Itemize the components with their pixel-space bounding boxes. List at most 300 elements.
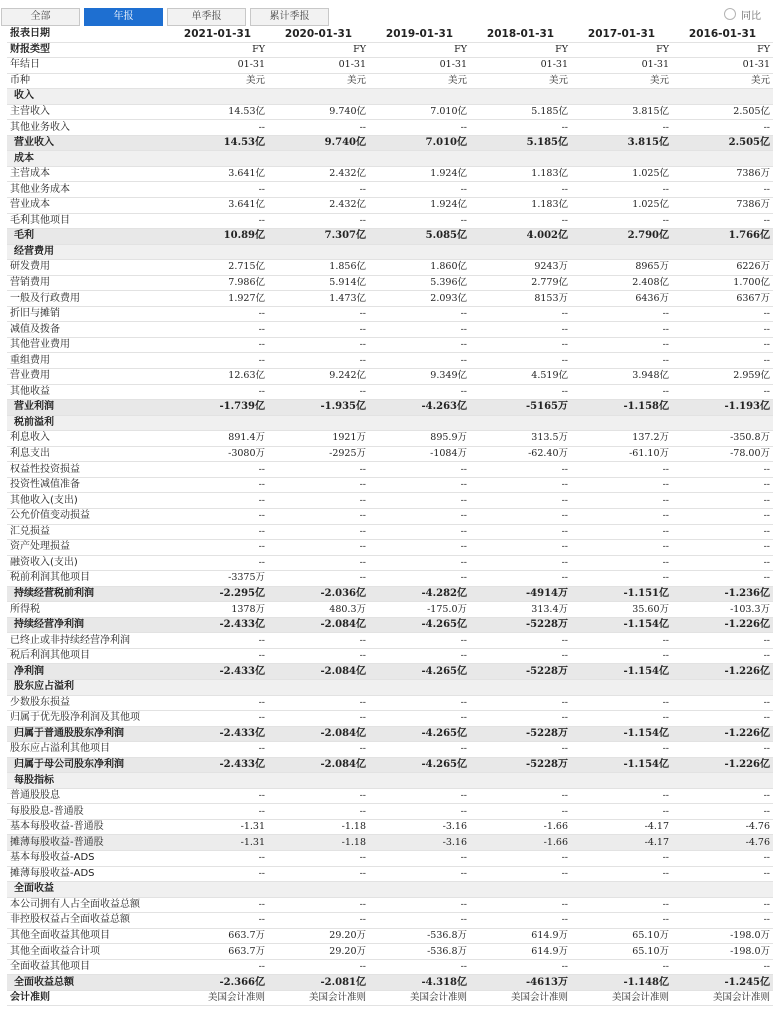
table-cell: -- <box>672 571 773 587</box>
table-cell: 美国会计准则 <box>268 990 369 1006</box>
table-cell <box>369 244 470 260</box>
table-cell <box>571 244 672 260</box>
row-label: 基本每股收益-ADS <box>7 850 167 866</box>
table-cell: -- <box>268 648 369 664</box>
table-cell: -4.265亿 <box>369 726 470 742</box>
table-cell: -- <box>369 711 470 727</box>
table-cell <box>369 882 470 898</box>
table-cell: 美国会计准则 <box>672 990 773 1006</box>
table-cell: -2.084亿 <box>268 757 369 773</box>
table-row <box>7 291 773 307</box>
table-cell: -4613万 <box>470 975 571 991</box>
row-label: 股东应占溢利其他项目 <box>7 742 167 758</box>
table-cell: 3.641亿 <box>167 166 268 182</box>
table-cell: -- <box>167 897 268 913</box>
table-cell: -- <box>571 462 672 478</box>
table-cell: -- <box>470 711 571 727</box>
table-cell: -- <box>571 695 672 711</box>
table-cell: -1.66 <box>470 835 571 851</box>
table-body <box>7 42 773 1006</box>
table-cell: -- <box>470 120 571 136</box>
table-cell: 美国会计准则 <box>571 990 672 1006</box>
table-cell: 美元 <box>571 73 672 89</box>
table-cell: 12.63亿 <box>167 369 268 385</box>
report-period-tabs <box>1 8 333 25</box>
table-row <box>7 508 773 524</box>
table-cell <box>470 679 571 695</box>
table-cell: -61.10万 <box>571 446 672 462</box>
table-row <box>7 213 773 229</box>
table-cell: -5228万 <box>470 664 571 680</box>
table-cell: 美元 <box>167 73 268 89</box>
table-cell: -- <box>167 866 268 882</box>
table-cell: 895.9万 <box>369 431 470 447</box>
table-cell: 5.914亿 <box>268 275 369 291</box>
table-cell: -- <box>268 182 369 198</box>
table-cell: -- <box>571 959 672 975</box>
table-cell: -- <box>571 804 672 820</box>
table-cell: 2.715亿 <box>167 260 268 276</box>
table-cell: -4.265亿 <box>369 617 470 633</box>
table-cell: -- <box>369 555 470 571</box>
row-label: 非控股权益占全面收益总额 <box>7 913 167 929</box>
table-row <box>7 58 773 74</box>
table-cell: -- <box>571 337 672 353</box>
row-label: 持续经营税前利润 <box>7 586 167 602</box>
table-cell: -4.282亿 <box>369 586 470 602</box>
table-row <box>7 369 773 385</box>
table-cell <box>571 882 672 898</box>
table-cell: -2.084亿 <box>268 617 369 633</box>
table-cell <box>571 89 672 105</box>
table-cell: 29.20万 <box>268 928 369 944</box>
section-row <box>7 151 773 167</box>
table-row <box>7 337 773 353</box>
table-cell: -- <box>167 462 268 478</box>
table-cell <box>268 89 369 105</box>
row-label: 全面收益总额 <box>7 975 167 991</box>
table-cell: 2.408亿 <box>571 275 672 291</box>
section-row <box>7 415 773 431</box>
table-cell <box>369 415 470 431</box>
table-cell: -- <box>672 213 773 229</box>
table-cell: -- <box>167 213 268 229</box>
row-label: 币种 <box>7 73 167 89</box>
row-label: 少数股东损益 <box>7 695 167 711</box>
table-row <box>7 648 773 664</box>
table-cell: -2.433亿 <box>167 617 268 633</box>
table-cell: 3.815亿 <box>571 135 672 151</box>
table-cell: 663.7万 <box>167 944 268 960</box>
table-cell: -- <box>369 524 470 540</box>
table-cell: 1.766亿 <box>672 229 773 245</box>
table-cell: -- <box>571 571 672 587</box>
table-cell: -- <box>672 897 773 913</box>
table-cell <box>167 244 268 260</box>
column-header: 2018-01-31 <box>470 27 571 42</box>
table-row <box>7 524 773 540</box>
yoy-toggle[interactable] <box>724 6 761 22</box>
table-row <box>7 120 773 136</box>
table-cell: -1.245亿 <box>672 975 773 991</box>
table-cell: -- <box>268 788 369 804</box>
row-label: 主营成本 <box>7 166 167 182</box>
table-cell: 7386万 <box>672 198 773 214</box>
table-cell: 01-31 <box>167 58 268 74</box>
table-cell <box>470 882 571 898</box>
table-cell: -- <box>672 788 773 804</box>
table-cell: -- <box>167 306 268 322</box>
table-cell: 9.242亿 <box>268 369 369 385</box>
table-cell: -5228万 <box>470 617 571 633</box>
table-cell: 1.025亿 <box>571 166 672 182</box>
row-label: 摊薄每股收益-普通股 <box>7 835 167 851</box>
row-label: 折旧与摊销 <box>7 306 167 322</box>
table-row <box>7 104 773 120</box>
table-row <box>7 462 773 478</box>
table-cell: -- <box>470 353 571 369</box>
table-row <box>7 990 773 1006</box>
table-cell: -3080万 <box>167 446 268 462</box>
table-cell <box>470 415 571 431</box>
table-row <box>7 959 773 975</box>
table-cell: -- <box>268 959 369 975</box>
table-cell: -- <box>571 306 672 322</box>
table-cell: -1.154亿 <box>571 617 672 633</box>
table-cell: -- <box>571 633 672 649</box>
table-row <box>7 804 773 820</box>
table-cell: -- <box>167 384 268 400</box>
row-label: 普通股股息 <box>7 788 167 804</box>
table-cell <box>672 415 773 431</box>
column-header: 2019-01-31 <box>369 27 470 42</box>
row-label: 每股股息-普通股 <box>7 804 167 820</box>
table-cell: 4.002亿 <box>470 229 571 245</box>
table-cell: -- <box>672 508 773 524</box>
table-cell: 2.779亿 <box>470 275 571 291</box>
table-cell: -- <box>268 897 369 913</box>
row-label: 投资性减值准备 <box>7 477 167 493</box>
table-cell: 614.9万 <box>470 944 571 960</box>
table-cell: -- <box>672 648 773 664</box>
row-label: 收入 <box>7 89 167 105</box>
table-row <box>7 384 773 400</box>
table-cell: 891.4万 <box>167 431 268 447</box>
total-row <box>7 664 773 680</box>
income-statement-table <box>7 27 773 1006</box>
table-cell: -- <box>369 306 470 322</box>
table-cell: 美国会计准则 <box>369 990 470 1006</box>
row-label: 汇兑损益 <box>7 524 167 540</box>
table-cell: 美国会计准则 <box>167 990 268 1006</box>
table-cell: -1.18 <box>268 835 369 851</box>
table-cell: 7.986亿 <box>167 275 268 291</box>
table-cell <box>672 882 773 898</box>
table-cell: -- <box>571 897 672 913</box>
table-cell: 313.4万 <box>470 602 571 618</box>
row-label: 已终止或非持续经营净利润 <box>7 633 167 649</box>
table-row <box>7 431 773 447</box>
row-label: 毛利其他项目 <box>7 213 167 229</box>
table-cell: -- <box>470 322 571 338</box>
yoy-radio[interactable] <box>724 8 736 20</box>
table-cell <box>369 773 470 789</box>
table-cell: -- <box>672 337 773 353</box>
table-cell: -1.226亿 <box>672 757 773 773</box>
table-cell: 614.9万 <box>470 928 571 944</box>
table-cell: -1.66 <box>470 819 571 835</box>
table-cell: -78.00万 <box>672 446 773 462</box>
table-cell: -- <box>672 850 773 866</box>
row-label: 摊薄每股收益-ADS <box>7 866 167 882</box>
row-label: 其他收益 <box>7 384 167 400</box>
table-cell: -- <box>369 540 470 556</box>
table-cell: -- <box>167 120 268 136</box>
table-row <box>7 835 773 851</box>
table-cell: -5228万 <box>470 757 571 773</box>
table-cell: -- <box>369 897 470 913</box>
table-cell: -4.17 <box>571 835 672 851</box>
table-row <box>7 788 773 804</box>
table-cell: 4.519亿 <box>470 369 571 385</box>
table-cell: -- <box>470 742 571 758</box>
table-cell <box>268 882 369 898</box>
table-cell: 1.183亿 <box>470 198 571 214</box>
table-cell: -- <box>369 913 470 929</box>
table-row <box>7 322 773 338</box>
table-cell: 美国会计准则 <box>470 990 571 1006</box>
table-cell: 1.924亿 <box>369 198 470 214</box>
table-cell: 2.432亿 <box>268 166 369 182</box>
table-cell: 7.010亿 <box>369 135 470 151</box>
table-cell: -- <box>470 633 571 649</box>
tab-cumulative-quarter[interactable]: 累计季报 <box>250 8 329 26</box>
section-row <box>7 679 773 695</box>
table-cell: -- <box>268 508 369 524</box>
table-row <box>7 897 773 913</box>
table-cell: 2.790亿 <box>571 229 672 245</box>
row-label: 税前溢利 <box>7 415 167 431</box>
table-row <box>7 944 773 960</box>
table-cell: -- <box>672 866 773 882</box>
table-cell: -3375万 <box>167 571 268 587</box>
tab-single-quarter[interactable]: 单季报 <box>167 8 246 26</box>
table-cell: -- <box>571 913 672 929</box>
section-row <box>7 773 773 789</box>
table-cell <box>470 89 571 105</box>
table-cell: 29.20万 <box>268 944 369 960</box>
table-cell: 美元 <box>672 73 773 89</box>
table-cell: -- <box>369 804 470 820</box>
table-cell: -- <box>571 648 672 664</box>
table-cell: -- <box>369 695 470 711</box>
table-cell: -- <box>672 306 773 322</box>
table-cell: 8153万 <box>470 291 571 307</box>
row-label: 营业费用 <box>7 369 167 385</box>
table-row <box>7 260 773 276</box>
table-cell: -4.76 <box>672 819 773 835</box>
table-cell: -- <box>268 711 369 727</box>
table-cell: -- <box>167 322 268 338</box>
table-cell: 8965万 <box>571 260 672 276</box>
table-cell: -- <box>571 555 672 571</box>
table-cell: -- <box>268 493 369 509</box>
table-cell: -- <box>571 213 672 229</box>
row-label: 融资收入(支出) <box>7 555 167 571</box>
table-cell: 6436万 <box>571 291 672 307</box>
table-cell: -- <box>672 913 773 929</box>
table-cell: -3.16 <box>369 835 470 851</box>
table-cell <box>571 679 672 695</box>
table-row <box>7 695 773 711</box>
table-cell: -- <box>369 213 470 229</box>
table-cell: -- <box>268 742 369 758</box>
table-cell: -- <box>571 524 672 540</box>
table-row <box>7 913 773 929</box>
table-row <box>7 711 773 727</box>
table-cell: -- <box>672 695 773 711</box>
table-cell: -- <box>268 695 369 711</box>
tab-all[interactable]: 全部 <box>1 8 80 26</box>
row-label: 营业利润 <box>7 400 167 416</box>
table-cell: -- <box>369 384 470 400</box>
table-cell: 65.10万 <box>571 928 672 944</box>
table-cell: -- <box>268 866 369 882</box>
row-label: 基本每股收益-普通股 <box>7 819 167 835</box>
table-cell: -2.433亿 <box>167 664 268 680</box>
total-row <box>7 135 773 151</box>
table-cell: -- <box>470 571 571 587</box>
row-label: 全面收益其他项目 <box>7 959 167 975</box>
table-cell: -- <box>167 695 268 711</box>
table-cell: -- <box>167 540 268 556</box>
row-label: 其他业务成本 <box>7 182 167 198</box>
table-cell: -- <box>470 213 571 229</box>
row-label: 其他全面收益合计项 <box>7 944 167 960</box>
table-cell: -- <box>268 477 369 493</box>
table-cell: -- <box>470 695 571 711</box>
header-label: 报表日期 <box>7 27 167 42</box>
table-cell: FY <box>369 42 470 58</box>
table-cell: -- <box>470 493 571 509</box>
table-cell: -62.40万 <box>470 446 571 462</box>
table-cell: -1.31 <box>167 819 268 835</box>
table-cell: 7386万 <box>672 166 773 182</box>
table-cell: 9243万 <box>470 260 571 276</box>
table-cell: -- <box>672 742 773 758</box>
table-cell: -536.8万 <box>369 944 470 960</box>
row-label: 净利润 <box>7 664 167 680</box>
table-cell: 2.505亿 <box>672 104 773 120</box>
table-cell: -- <box>672 462 773 478</box>
table-cell: -1.226亿 <box>672 617 773 633</box>
table-cell: -1.935亿 <box>268 400 369 416</box>
table-cell: 3.948亿 <box>571 369 672 385</box>
table-cell <box>268 773 369 789</box>
table-cell: 1.025亿 <box>571 198 672 214</box>
table-cell: -- <box>672 633 773 649</box>
table-cell: 1.700亿 <box>672 275 773 291</box>
table-cell: -- <box>167 913 268 929</box>
total-row <box>7 229 773 245</box>
yoy-label: 同比 <box>741 10 761 22</box>
row-label: 归属于普通股股东净利润 <box>7 726 167 742</box>
table-cell: -- <box>571 866 672 882</box>
table-row <box>7 742 773 758</box>
table-cell: -1.226亿 <box>672 664 773 680</box>
table-cell <box>571 151 672 167</box>
table-cell: -- <box>167 788 268 804</box>
table-cell: -- <box>672 477 773 493</box>
table-row <box>7 42 773 58</box>
table-cell: -4914万 <box>470 586 571 602</box>
table-cell: 3.815亿 <box>571 104 672 120</box>
table-row <box>7 477 773 493</box>
table-row <box>7 166 773 182</box>
total-row <box>7 586 773 602</box>
table-cell: -3.16 <box>369 819 470 835</box>
table-cell: 1.924亿 <box>369 166 470 182</box>
table-cell: -- <box>571 384 672 400</box>
table-cell: -- <box>167 524 268 540</box>
table-cell: 10.89亿 <box>167 229 268 245</box>
tab-annual[interactable]: 年报 <box>84 8 163 26</box>
table-cell: -- <box>369 850 470 866</box>
table-cell: -- <box>470 508 571 524</box>
table-cell <box>167 415 268 431</box>
table-cell: -- <box>369 648 470 664</box>
table-cell: 2.432亿 <box>268 198 369 214</box>
table-cell: -- <box>571 493 672 509</box>
row-label: 归属于母公司股东净利润 <box>7 757 167 773</box>
table-cell: 480.3万 <box>268 602 369 618</box>
table-cell: -- <box>369 322 470 338</box>
table-cell: -- <box>470 337 571 353</box>
table-cell: 5.396亿 <box>369 275 470 291</box>
table-cell: -- <box>470 477 571 493</box>
table-cell: -- <box>369 182 470 198</box>
table-cell: 6226万 <box>672 260 773 276</box>
table-cell: 7.307亿 <box>268 229 369 245</box>
table-cell <box>167 679 268 695</box>
table-cell: -- <box>571 182 672 198</box>
row-label: 营业成本 <box>7 198 167 214</box>
table-cell: -1.151亿 <box>571 586 672 602</box>
table-cell: -- <box>672 959 773 975</box>
table-cell: -- <box>268 633 369 649</box>
row-label: 毛利 <box>7 229 167 245</box>
row-label: 利息支出 <box>7 446 167 462</box>
table-cell: -- <box>571 850 672 866</box>
table-cell: 2.959亿 <box>672 369 773 385</box>
total-row <box>7 975 773 991</box>
table-row <box>7 540 773 556</box>
table-cell: -- <box>369 353 470 369</box>
total-row <box>7 400 773 416</box>
table-cell: -- <box>672 540 773 556</box>
row-label: 营销费用 <box>7 275 167 291</box>
table-cell: -- <box>470 959 571 975</box>
table-cell: -5228万 <box>470 726 571 742</box>
table-cell: -2.366亿 <box>167 975 268 991</box>
section-row <box>7 89 773 105</box>
table-cell <box>268 679 369 695</box>
table-cell: 1378万 <box>167 602 268 618</box>
table-cell: -- <box>268 462 369 478</box>
column-header: 2017-01-31 <box>571 27 672 42</box>
table-cell: FY <box>571 42 672 58</box>
table-cell: 65.10万 <box>571 944 672 960</box>
